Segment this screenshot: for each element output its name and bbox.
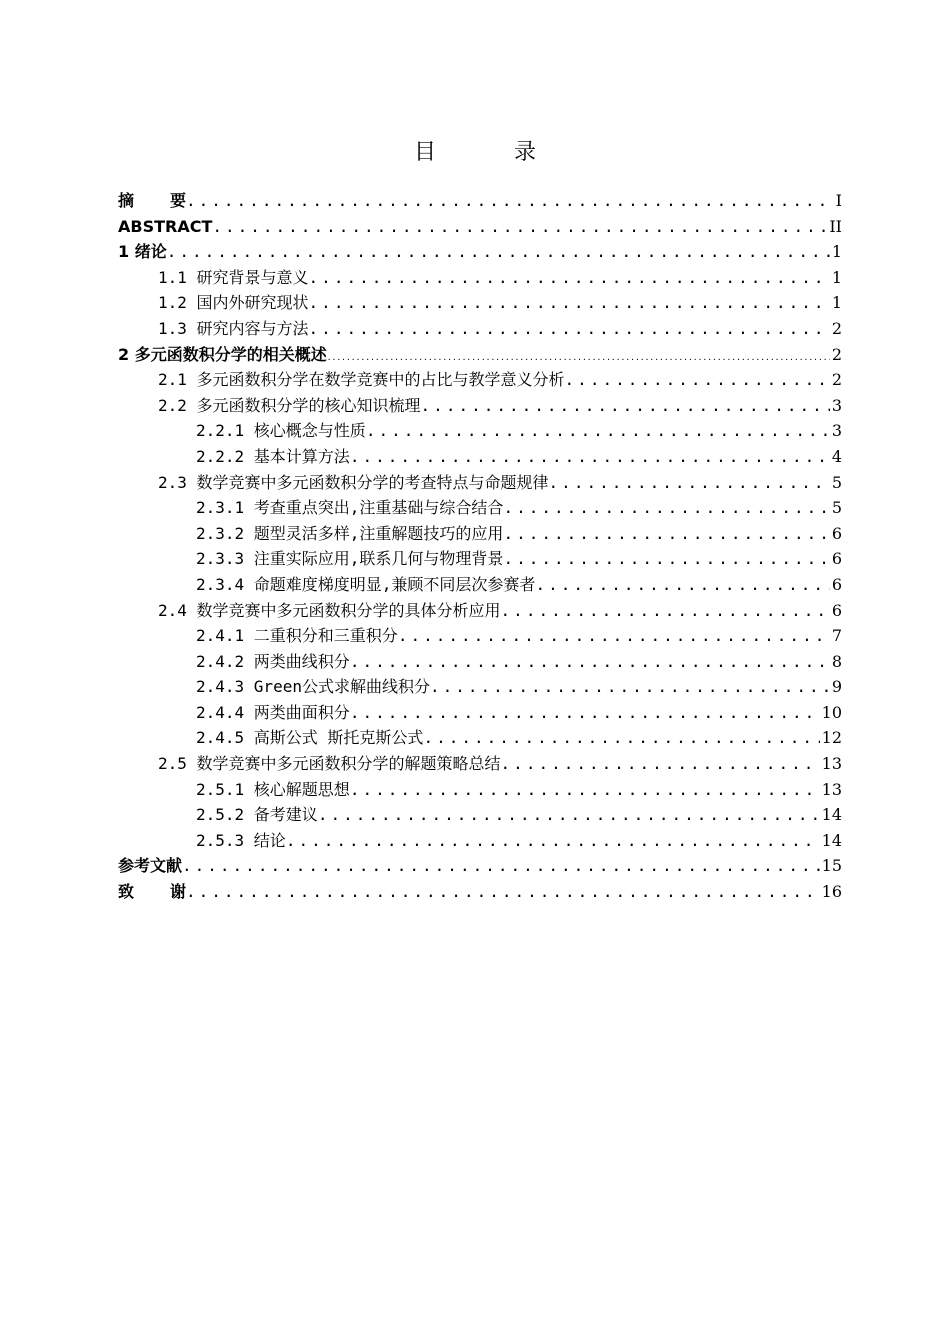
toc-dot-leader (186, 879, 820, 905)
toc-entry[interactable] (118, 853, 842, 879)
toc-entry[interactable] (118, 828, 842, 854)
toc-entry[interactable] (118, 751, 842, 777)
toc-entry-page: 2 (831, 318, 842, 338)
toc-entry[interactable] (118, 674, 842, 700)
toc-entry-label: 2.3.3 注重实际应用,联系几何与物理背景 (196, 549, 504, 569)
toc-entry-label: 2.4.5 高斯公式 斯托克斯公式 (196, 728, 424, 748)
table-of-contents (118, 188, 842, 905)
toc-entry-page: I (835, 191, 842, 210)
toc-entry-label: 1.1 研究背景与意义 (158, 267, 309, 287)
toc-dot-leader (350, 700, 820, 726)
toc-entry-page: 14 (821, 805, 842, 825)
toc-dot-leader (318, 802, 820, 828)
toc-entry-page: 12 (821, 728, 842, 748)
toc-entry-label: 2 多元函数积分学的相关概述 (118, 344, 327, 364)
toc-entry-label: 2.3.1 考查重点突出,注重基础与综合结合 (196, 498, 504, 518)
toc-dot-leader (350, 649, 830, 675)
toc-entry-label: 摘要 (118, 191, 223, 210)
toc-dot-leader (186, 188, 834, 214)
toc-entry-page: 13 (821, 779, 842, 799)
toc-entry-label: 2.5.2 备考建议 (196, 805, 318, 825)
toc-entry[interactable] (118, 572, 842, 598)
toc-entry-page: 5 (831, 498, 842, 518)
toc-entry[interactable] (118, 444, 842, 470)
toc-dot-leader (430, 674, 830, 700)
toc-dot-leader (309, 265, 830, 291)
toc-entry-page: 2 (831, 370, 842, 390)
toc-entry[interactable] (118, 546, 842, 572)
toc-entry[interactable] (118, 367, 842, 393)
toc-dot-leader (398, 623, 830, 649)
toc-dot-leader (423, 725, 819, 751)
toc-entry-label: 2.5.1 核心解题思想 (196, 779, 350, 799)
toc-entry[interactable] (118, 623, 842, 649)
toc-entry-page: 15 (821, 856, 842, 876)
toc-entry-page: 6 (831, 574, 842, 594)
toc-entry-label: 2.4 数学竞赛中多元函数积分学的具体分析应用 (158, 600, 501, 620)
toc-entry[interactable] (118, 214, 842, 240)
toc-entry[interactable] (118, 239, 842, 265)
toc-entry-page: 1 (831, 293, 842, 313)
toc-entry-label: 2.4.2 两类曲线积分 (196, 651, 350, 671)
toc-entry[interactable] (118, 290, 842, 316)
toc-entry-label: 2.4.1 二重积分和三重积分 (196, 626, 398, 646)
toc-entry[interactable] (118, 418, 842, 444)
toc-entry[interactable] (118, 649, 842, 675)
toc-entry[interactable] (118, 342, 842, 368)
toc-entry-label: 2.1 多元函数积分学在数学竞赛中的占比与教学意义分析 (158, 370, 565, 390)
toc-entry[interactable] (118, 393, 842, 419)
toc-entry-page: 4 (831, 446, 842, 466)
toc-entry-page: 1 (831, 267, 842, 287)
page-title: 目 录 (413, 140, 564, 165)
toc-dot-leader (366, 418, 830, 444)
toc-entry-page: 2 (831, 344, 842, 364)
toc-entry[interactable] (118, 802, 842, 828)
toc-dot-leader (549, 470, 830, 496)
toc-entry-label: 2.2.1 核心概念与性质 (196, 421, 366, 441)
toc-entry-page: 8 (831, 651, 842, 671)
toc-entry-label: 2.5.3 结论 (196, 830, 286, 850)
toc-dot-leader (286, 828, 820, 854)
toc-dot-leader (535, 572, 829, 598)
toc-entry[interactable] (118, 470, 842, 496)
toc-entry-page: 9 (831, 677, 842, 697)
toc-entry-page: 5 (831, 472, 842, 492)
toc-entry[interactable] (118, 598, 842, 624)
toc-dot-leader (350, 444, 830, 470)
toc-dot-leader (309, 290, 830, 316)
toc-entry[interactable] (118, 777, 842, 803)
toc-entry[interactable] (118, 725, 842, 751)
toc-entry-page: 1 (831, 242, 842, 262)
toc-entry-label: 参考文献 (118, 856, 183, 876)
toc-entry-label: 2.2.2 基本计算方法 (196, 446, 350, 466)
toc-dot-leader (503, 546, 829, 572)
toc-entry-page: 6 (831, 523, 842, 543)
toc-entry-page: 3 (831, 421, 842, 441)
toc-dot-leader (309, 316, 830, 342)
toc-dot-leader (167, 239, 830, 265)
toc-dot-leader (327, 345, 830, 368)
toc-entry-label: 2.3.2 题型灵活多样,注重解题技巧的应用 (196, 523, 504, 543)
toc-entry-label: 2.4.4 两类曲面积分 (196, 702, 350, 722)
toc-dot-leader (565, 367, 830, 393)
toc-entry-page: 7 (831, 626, 842, 646)
toc-entry-page: II (829, 216, 842, 236)
toc-entry[interactable] (118, 521, 842, 547)
toc-entry[interactable] (118, 495, 842, 521)
toc-entry-label: ABSTRACT (118, 216, 213, 236)
toc-dot-leader (501, 751, 820, 777)
toc-entry[interactable] (118, 316, 842, 342)
toc-dot-leader (501, 598, 830, 624)
toc-entry-label: 致谢 (118, 882, 223, 902)
toc-entry-label: 2.5 数学竞赛中多元函数积分学的解题策略总结 (158, 754, 501, 774)
toc-entry-label: 2.2 多元函数积分学的核心知识梳理 (158, 395, 421, 415)
toc-entry-page: 14 (821, 830, 842, 850)
toc-entry-page: 10 (821, 702, 842, 722)
toc-entry-label: 2.4.3 Green公式求解曲线积分 (196, 677, 430, 697)
toc-entry-label: 2.3.4 命题难度梯度明显,兼顾不同层次参赛者 (196, 574, 536, 594)
toc-entry[interactable] (118, 700, 842, 726)
toc-entry-label: 1.3 研究内容与方法 (158, 318, 309, 338)
toc-dot-leader (421, 393, 830, 419)
toc-dot-leader (503, 495, 829, 521)
toc-entry-page: 16 (821, 882, 842, 902)
toc-entry[interactable] (118, 188, 842, 214)
toc-entry[interactable] (118, 265, 842, 291)
toc-entry-page: 3 (831, 395, 842, 415)
toc-entry-page: 6 (831, 549, 842, 569)
toc-entry-label: 1.2 国内外研究现状 (158, 293, 309, 313)
toc-entry-label: 2.3 数学竞赛中多元函数积分学的考查特点与命题规律 (158, 472, 549, 492)
toc-entry-page: 13 (821, 754, 842, 774)
toc-entry-label: 1 绪论 (118, 242, 167, 262)
toc-dot-leader (350, 777, 820, 803)
toc-dot-leader (503, 521, 829, 547)
toc-dot-leader (182, 853, 820, 879)
toc-entry[interactable] (118, 879, 842, 905)
toc-entry-page: 6 (831, 600, 842, 620)
toc-dot-leader (212, 214, 827, 240)
